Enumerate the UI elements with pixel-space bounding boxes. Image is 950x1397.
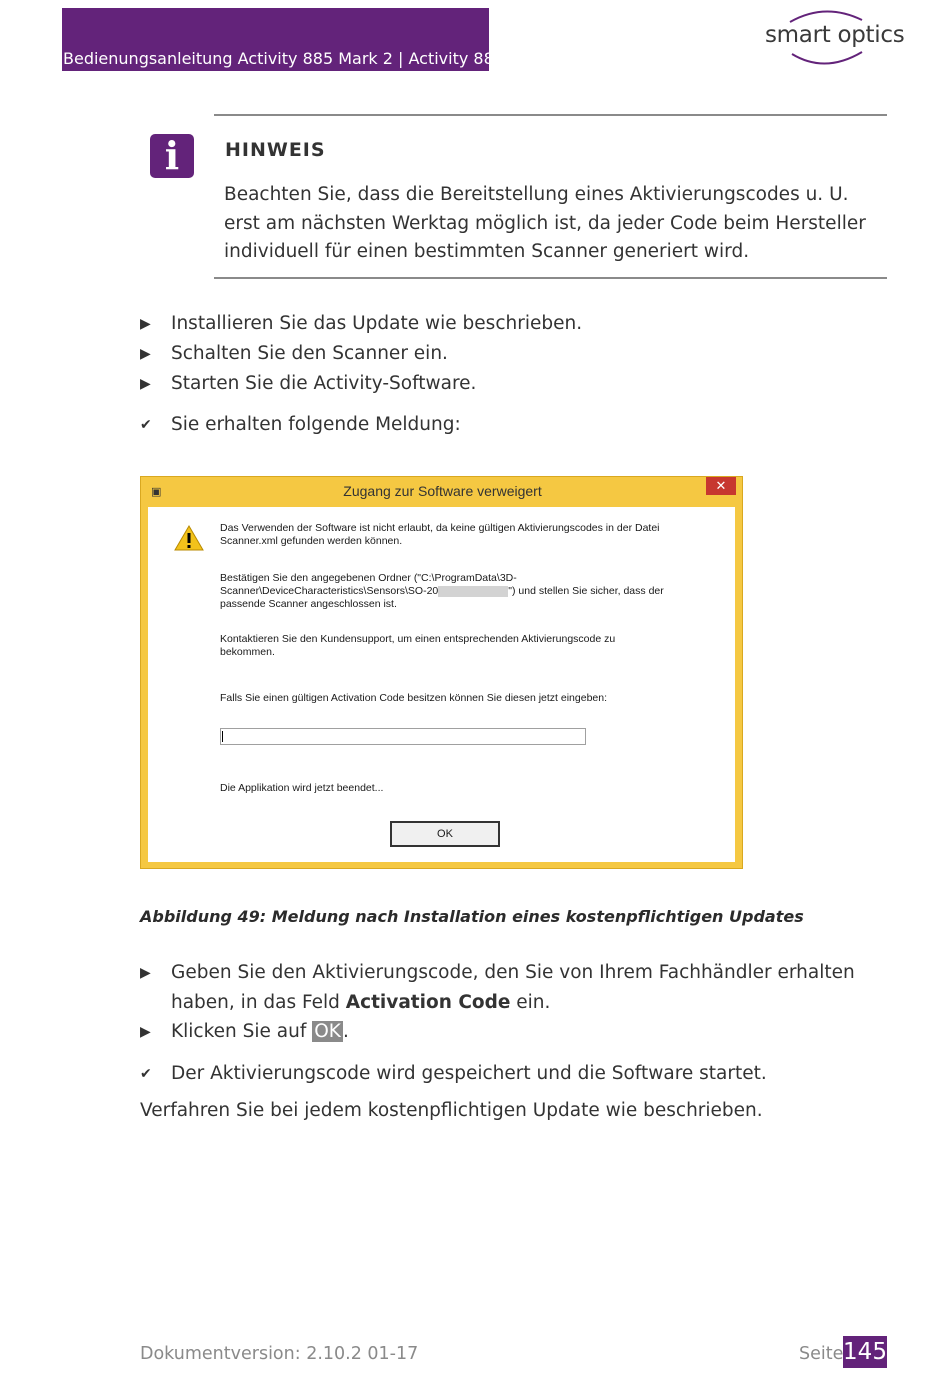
ok-button-reference: OK xyxy=(314,1021,341,1042)
list-item-text: Installieren Sie das Update wie beschrieben. xyxy=(171,313,583,334)
dialog-message-line: bekommen. xyxy=(220,646,275,658)
note-text: Beachten Sie, dass die Bereitstellung eines Aktivierungscodes u. U. erst am nächsten Werktag möglich ist, da jeder Code beim Hersteller individuell für einen bestimmten Scanner generiert wird. xyxy=(224,184,866,262)
list-item-text: Starten Sie die Activity-Software. xyxy=(171,373,477,394)
step-text: Klicken Sie auf xyxy=(171,1021,313,1042)
brand-logo: smart optics xyxy=(765,22,905,48)
result-text: Sie erhalten folgende Meldung: xyxy=(171,414,461,435)
document-version: Dokumentversion: 2.10.2 01-17 xyxy=(140,1344,419,1364)
list-item-text xyxy=(171,958,891,1018)
redacted-serial xyxy=(438,586,508,597)
note-top-rule xyxy=(214,114,887,116)
dialog-message-line xyxy=(220,585,664,598)
ok-button[interactable]: OK xyxy=(390,821,500,847)
dialog-message-line: Scanner.xml gefunden werden können. xyxy=(220,535,403,547)
document-title: Bedienungsanleitung Activity 885 Mark 2 | Activity 888 xyxy=(63,49,504,68)
activation-code-input[interactable] xyxy=(220,728,586,745)
dialog-title: Zugang zur Software verweigert xyxy=(343,483,542,499)
warning-icon xyxy=(173,524,205,552)
dialog-message-1 xyxy=(220,522,660,548)
page-label: Seite xyxy=(799,1344,844,1364)
figure-caption: Abbildung 49: Meldung nach Installation eines kostenpflichtigen Updates xyxy=(140,907,804,926)
dialog-message-3 xyxy=(220,633,615,659)
checkmark-icon: ✔ xyxy=(140,417,152,433)
dialog-message-line: Kontaktieren Sie den Kundensupport, um einen entsprechenden Aktivierungscode zu xyxy=(220,633,616,645)
arrow-right-icon: ▶ xyxy=(140,1024,151,1040)
app-icon: ▣ xyxy=(151,485,162,498)
info-icon: i xyxy=(150,134,194,178)
dialog-message-line: passende Scanner angeschlossen ist. xyxy=(220,598,397,610)
dialog-body xyxy=(148,507,735,862)
list-item-text: Schalten Sie den Scanner ein. xyxy=(171,343,448,364)
note-bottom-rule xyxy=(214,277,887,279)
arrow-right-icon: ▶ xyxy=(140,965,151,981)
text-caret xyxy=(222,731,223,742)
closing-paragraph: Verfahren Sie bei jedem kostenpflichtigen Update wie beschrieben. xyxy=(140,1100,763,1121)
note-title: HINWEIS xyxy=(225,139,326,161)
step-text: Geben Sie den Aktivierungscode, den Sie von Ihrem Fachhändler erhalten haben, in das Feld xyxy=(171,962,855,1013)
dialog-message-2 xyxy=(220,572,664,611)
checkmark-icon: ✔ xyxy=(140,1066,152,1082)
dialog-message-line: Bestätigen Sie den angegebenen Ordner ("C:\ProgramData\3D- xyxy=(220,572,517,584)
arrow-right-icon: ▶ xyxy=(140,346,151,362)
step-text-end: ein. xyxy=(510,992,551,1013)
path-text: Scanner\DeviceCharacteristics\Sensors\SO-20 xyxy=(220,585,439,597)
field-name: Activation Code xyxy=(345,992,511,1013)
step-text-end: . xyxy=(342,1021,349,1042)
result-text: Der Aktivierungscode wird gespeichert und die Software startet. xyxy=(171,1063,767,1084)
dialog-message-line: Das Verwenden der Software ist nicht erlaubt, da keine gültigen Aktivierungscodes in der Datei xyxy=(220,522,660,534)
arrow-right-icon: ▶ xyxy=(140,376,151,392)
dialog-message-5: Die Applikation wird jetzt beendet... xyxy=(220,782,384,794)
list-item-text xyxy=(171,1017,349,1047)
dialog-message-4: Falls Sie einen gültigen Activation Code besitzen können Sie diesen jetzt eingeben: xyxy=(220,692,608,704)
path-text-end: ") und stellen Sie sicher, dass der xyxy=(508,585,664,597)
page-number: 145 xyxy=(843,1336,887,1368)
close-button[interactable]: ✕ xyxy=(706,477,736,495)
arrow-right-icon: ▶ xyxy=(140,316,151,332)
